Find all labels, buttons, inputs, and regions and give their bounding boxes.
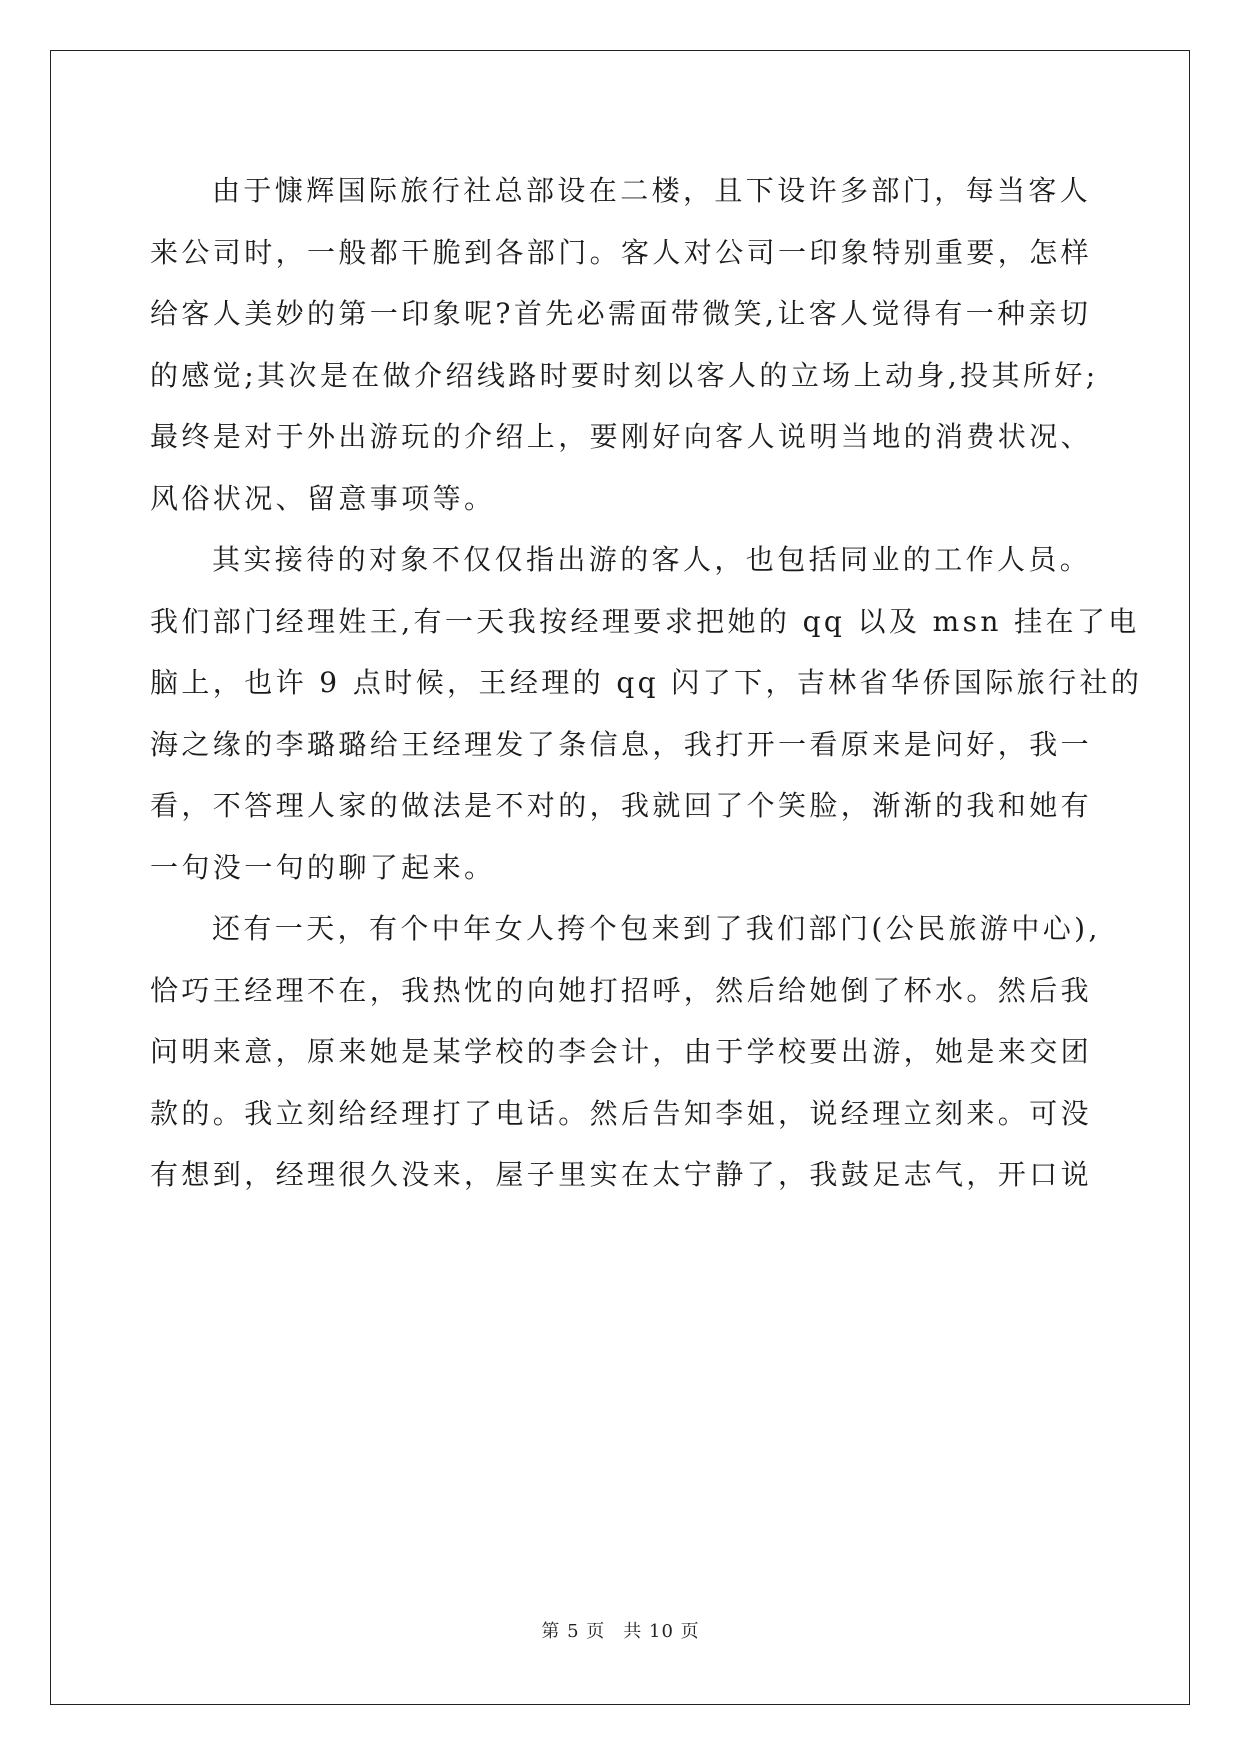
paragraph-line: 还有一天，有个中年女人挎个包来到了我们部门(公民旅游中心),: [212, 912, 1101, 945]
paragraph-line: 的感觉;其次是在做介绍线路时要时刻以客人的立场上动身,投其所好;: [150, 358, 1099, 392]
page-number: 第 5 页: [541, 1621, 606, 1642]
paragraph-line: 其实接待的对象不仅仅指出游的客人，也包括同业的工作人员。: [212, 543, 1092, 576]
paragraph-line: 最终是对于外出游玩的介绍上，要刚好向客人说明当地的消费状况、: [150, 420, 1093, 453]
paragraph-line: 问明来意，原来她是某学校的李会计，由于学校要出游，她是来交团: [150, 1035, 1093, 1068]
paragraph-line: 看，不答理人家的做法是不对的，我就回了个笑脸，渐渐的我和她有: [150, 789, 1093, 822]
paragraph-line: 有想到，经理很久没来，屋子里实在太宁静了，我鼓足志气，开口说: [150, 1158, 1093, 1191]
paragraph-line: 一句没一句的聊了起来。: [150, 850, 496, 884]
page-footer: [0, 1617, 1241, 1643]
paragraph-line: 海之缘的李璐璐给王经理发了条信息，我打开一看原来是问好，我一: [150, 727, 1093, 761]
document-body: [150, 160, 1143, 1206]
paragraph-line: 恰巧王经理不在，我热忱的向她打招呼，然后给她倒了杯水。然后我: [150, 973, 1093, 1007]
paragraph-line: 由于慷辉国际旅行社总部设在二楼，且下设许多部门，每当客人: [212, 174, 1092, 207]
paragraph-2: [150, 529, 1143, 898]
paragraph-3: [150, 898, 1101, 1206]
paragraph-line: 款的。我立刻给经理打了电话。然后告知李姐，说经理立刻来。可没: [150, 1096, 1093, 1130]
paragraph-line: 给客人美妙的第一印象呢?首先必需面带微笑,让客人觉得有一种亲切: [150, 297, 1092, 330]
paragraph-1: [150, 160, 1099, 529]
paragraph-line: 风俗状况、留意事项等。: [150, 481, 496, 515]
paragraph-line: 来公司时，一般都干脆到各部门。客人对公司一印象特别重要，怎样: [150, 235, 1093, 269]
paragraph-line: 我们部门经理姓王,有一天我按经理要求把她的 qq 以及 msn 挂在了电: [150, 604, 1140, 638]
paragraph-line: 脑上，也许 9 点时候，王经理的 qq 闪了下，吉林省华侨国际旅行社的: [150, 666, 1143, 699]
page-total: 共 10 页: [623, 1621, 700, 1642]
